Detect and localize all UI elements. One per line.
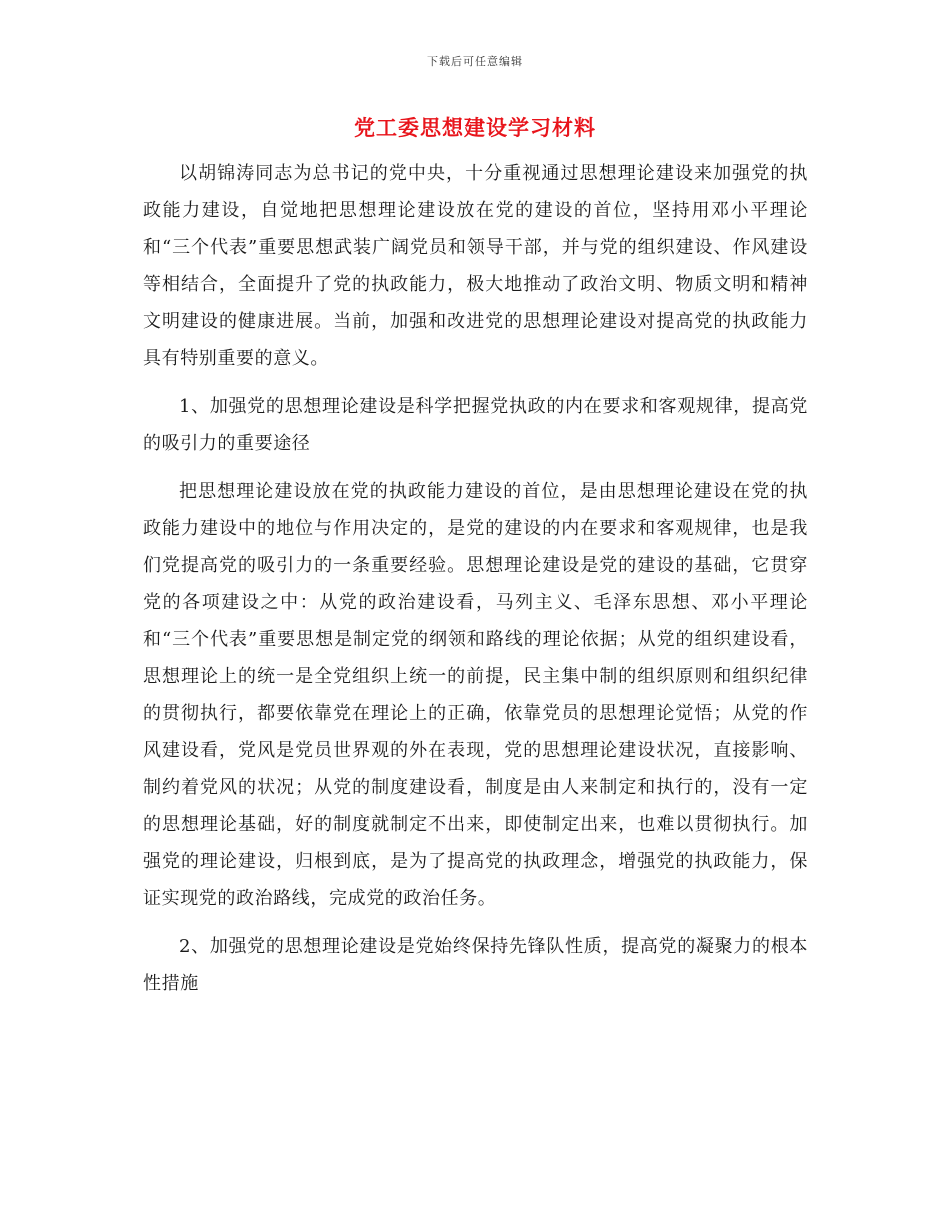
paragraph-section-1: 把思想理论建设放在党的执政能力建设的首位，是由思想理论建设在党的执政能力建设中的地位与作用决定的，是党的建设的内在要求和客观规律，也是我们党提高党的吸引力的一条重要经验。思想理论建设是党的建设的基础，它贯穿党的各项建设之中：从党的政治建设看，马列主义、毛泽东思想、邓小平理论和“三个代表”重要思想是制定党的纲领和路线的理论依据；从党的组织建设看，思想理论上的统一是全党组织上统一的前提，民主集中制的组织原则和组织纪律的贯彻执行，都要依靠党在理论上的正确，依靠党员的思想理论觉悟；从党的作风建设看，党风是党员世界观的外在表现，党的思想理论建设状况，直接影响、制约着党风的状况；从党的制度建设看，制度是由人来制定和执行的，没有一定的思想理论基础，好的制度就制定不出来，即使制定出来，也难以贯彻执行。加强党的理论建设，归根到底，是为了提高党的执政理念，增强党的执政能力，保证实现党的政治路线，完成党的政治任务。: [143, 481, 808, 909]
section-heading-2: 2、加强党的思想理论建设是党始终保持先锋队性质，提高党的凝聚力的根本性措施: [143, 936, 808, 994]
document-body: [143, 155, 808, 1013]
document-title: 党工委思想建设学习材料: [354, 115, 596, 140]
section-heading-1: 1、加强党的思想理论建设是科学把握党执政的内在要求和客观规律，提高党的吸引力的重要途径: [143, 396, 808, 454]
header-note: 下载后可任意编辑: [427, 55, 523, 68]
paragraph-intro: 以胡锦涛同志为总书记的党中央，十分重视通过思想理论建设来加强党的执政能力建设，自觉地把思想理论建设放在党的建设的首位，坚持用邓小平理论和“三个代表”重要思想武装广阔党员和领导干部，并与党的组织建设、作风建设等相结合，全面提升了党的执政能力，极大地推动了政治文明、物质文明和精神文明建设的健康进展。当前，加强和改进党的思想理论建设对提高党的执政能力具有特别重要的意义。: [143, 163, 808, 369]
